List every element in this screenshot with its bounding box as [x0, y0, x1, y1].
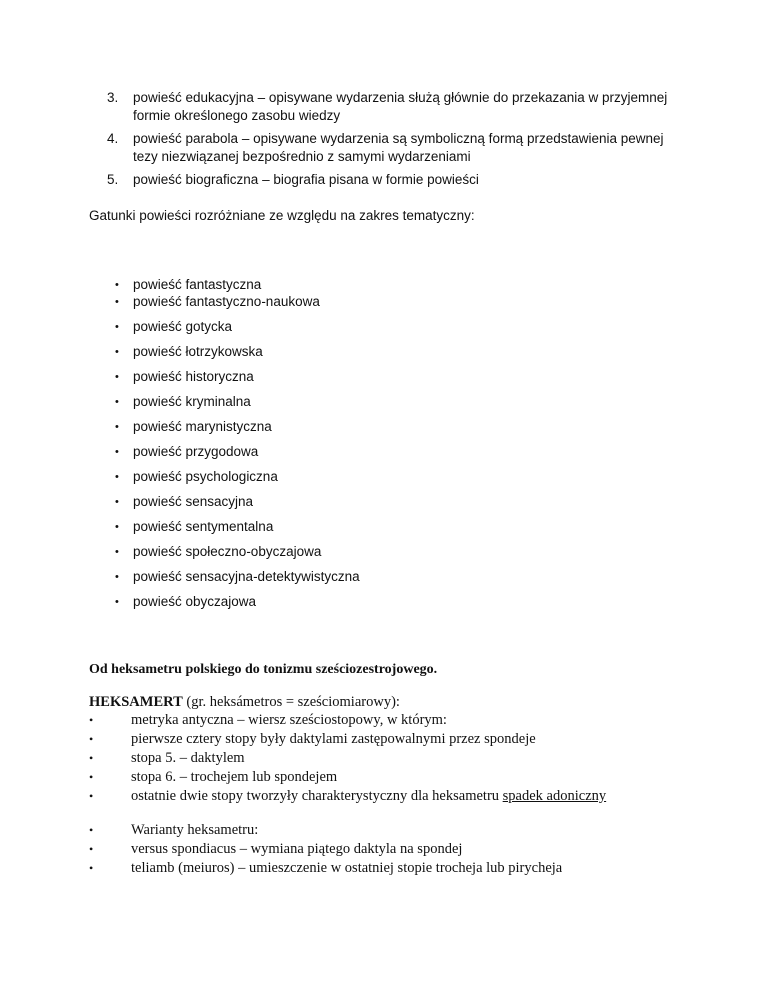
bullet-icon: •: [89, 789, 94, 803]
bullet-icon: •: [115, 596, 119, 608]
list-item-text: stopa 5. – daktylem: [131, 750, 245, 766]
list-item: [115, 393, 360, 418]
list-item-text-plain: ostatnie dwie stopy tworzyły charakterystyczny dla heksametru: [131, 788, 503, 804]
list-item-text: pierwsze cztery stopy były daktylami zastępowalnymi przez spondeje: [131, 731, 536, 747]
bullet-icon: •: [115, 279, 119, 291]
list-item: [115, 343, 360, 368]
bullet-icon: •: [89, 713, 94, 727]
list-item: [115, 468, 360, 493]
list-number: 4.: [107, 131, 119, 146]
list-item-text: metryka antyczna – wiersz sześciostopowy, w którym:: [131, 712, 447, 728]
bullet-icon: •: [89, 842, 94, 856]
list-item: [115, 276, 360, 293]
genre-text: powieść kryminalna: [133, 394, 251, 409]
list-item-text: powieść parabola – opisywane wydarzenia są symboliczną formą przedstawienia pewnej tezy niezwiązanej bezpośrednio z samymi wydarzeniami: [133, 131, 664, 164]
bullet-icon: •: [115, 571, 119, 583]
genre-text: powieść fantastyczno-naukowa: [133, 294, 320, 309]
bullet-icon: •: [89, 770, 94, 784]
list-gap: [89, 806, 709, 821]
bullet-icon: •: [115, 346, 119, 358]
heksametr-title-rest: (gr. heksámetros = sześciomiarowy):: [182, 694, 400, 710]
list-item: [107, 130, 687, 166]
genre-text: powieść fantastyczna: [133, 277, 262, 292]
bullet-icon: •: [115, 546, 119, 558]
heksametr-title: [89, 693, 400, 711]
list-item: [115, 493, 360, 518]
list-number: 5.: [107, 172, 119, 187]
list-item-text: powieść edukacyjna – opisywane wydarzenia służą głównie do przekazania w przyjemnej formie określonego zasobu wiedzy: [133, 90, 668, 123]
bullet-icon: •: [89, 732, 94, 746]
spadek-adoniczny-link[interactable]: spadek adoniczny: [502, 788, 607, 804]
list-item: [89, 749, 709, 768]
bullet-icon: •: [115, 421, 119, 433]
genre-text: powieść sentymentalna: [133, 519, 274, 534]
list-item-text: powieść biograficzna – biografia pisana w formie powieści: [133, 172, 479, 187]
bullet-icon: •: [115, 321, 119, 333]
genre-bullet-list: [115, 276, 360, 618]
bullet-icon: •: [89, 823, 94, 837]
genre-text: powieść gotycka: [133, 319, 233, 334]
list-item: [115, 368, 360, 393]
list-item: [115, 593, 360, 618]
heksametr-bullet-list: [89, 711, 709, 878]
list-item: [107, 89, 687, 125]
genre-text: powieść historyczna: [133, 369, 254, 384]
list-item: [115, 543, 360, 568]
list-item-text: teliamb (meiuros) – umieszczenie w ostatniej stopie trocheja lub pirycheja: [131, 860, 563, 876]
genre-text: powieść psychologiczna: [133, 469, 278, 484]
list-item-text: [131, 787, 709, 806]
list-item: [115, 418, 360, 443]
numbered-list: [107, 89, 687, 194]
bullet-icon: •: [115, 446, 119, 458]
list-item: [115, 318, 360, 343]
list-item: [89, 768, 709, 787]
list-item: [89, 787, 709, 806]
list-item: [89, 859, 709, 878]
list-item: [89, 730, 709, 749]
genre-text: powieść sensacyjna: [133, 494, 254, 509]
bullet-icon: •: [115, 496, 119, 508]
list-item: [89, 840, 709, 859]
genre-text: powieść marynistyczna: [133, 419, 272, 434]
heksametr-title-bold: HEKSAMERT: [89, 694, 183, 710]
bullet-icon: •: [115, 296, 119, 308]
list-item: [115, 568, 360, 593]
list-number: 3.: [107, 90, 119, 105]
list-item: [89, 711, 709, 730]
genres-intro-paragraph: Gatunki powieści rozróżniane ze względu na zakres tematyczny:: [89, 208, 475, 223]
list-item: [115, 293, 360, 318]
genre-text: powieść sensacyjna-detektywistyczna: [133, 569, 360, 584]
list-item: [89, 821, 709, 840]
bullet-icon: •: [115, 471, 119, 483]
list-item-text: Warianty heksametru:: [131, 822, 259, 838]
bullet-icon: •: [89, 751, 94, 765]
section-heading: Od heksametru polskiego do tonizmu sześciozestrojowego.: [89, 662, 438, 677]
genre-text: powieść społeczno-obyczajowa: [133, 544, 322, 559]
bullet-icon: •: [89, 861, 94, 875]
list-item: [107, 171, 687, 189]
bullet-icon: •: [115, 371, 119, 383]
genre-text: powieść obyczajowa: [133, 594, 257, 609]
genre-text: powieść przygodowa: [133, 444, 259, 459]
bullet-icon: •: [115, 521, 119, 533]
list-item-text: stopa 6. – trochejem lub spondejem: [131, 769, 338, 785]
genre-text: powieść łotrzykowska: [133, 344, 263, 359]
bullet-icon: •: [115, 396, 119, 408]
list-item: [115, 443, 360, 468]
list-item: [115, 518, 360, 543]
list-item-text: versus spondiacus – wymiana piątego daktyla na spondej: [131, 841, 463, 857]
